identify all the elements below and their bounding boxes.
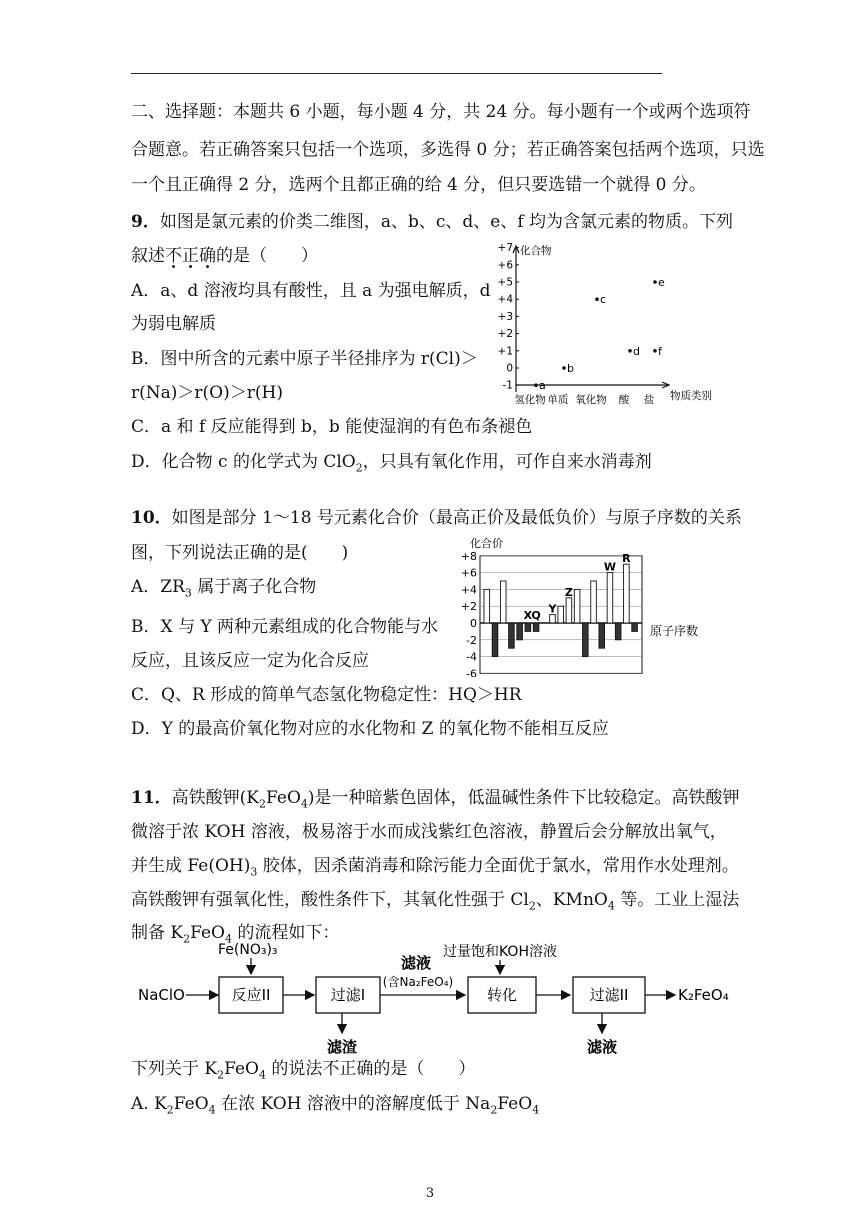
q10-stem-line-1: 10．如图是部分 1～18 号元素化合价（最高正价及最低负价）与原子序数的关系	[131, 508, 742, 528]
flow-output: K₂FeO₄	[678, 986, 729, 1004]
flow-input: NaClO	[138, 986, 185, 1004]
flow-reagent-1: Fe(NO₃)₃	[218, 942, 278, 958]
q9-option-b-line-2: r(Na)＞r(O)＞r(H)	[131, 383, 283, 403]
fig9-x-label: 物质类别	[670, 390, 712, 402]
fig9-y-tick-label: 0	[506, 362, 513, 375]
flow-box-conversion-label: 转化	[486, 986, 518, 1004]
fig10-bar	[566, 598, 572, 623]
fig10-bar	[525, 623, 531, 631]
fig9-x-tick-label: 盐	[643, 394, 655, 406]
fig9-x-tick-label: 酸	[618, 394, 630, 406]
fig10-bar	[533, 623, 539, 631]
flow-residue: 滤渣	[326, 1038, 358, 1056]
fig9-y-tick-label: +2	[497, 328, 513, 341]
fig9-x-tick-label: 氢化物	[514, 394, 546, 406]
q11-number: 11．	[131, 788, 172, 808]
q11-question: 下列关于 $K_2FeO_4$ 的说法不正确的是（ ）	[131, 1059, 476, 1082]
fig9-y-tick-label: +3	[497, 310, 513, 323]
q9-emphasis-1: 不	[165, 246, 182, 266]
flow-filtrate-2: 滤液	[586, 1038, 618, 1056]
q10-option-c: C．Q、R 形成的简单气态氢化物稳定性：HQ＞HR	[131, 685, 522, 705]
q10-valence-bar-chart	[446, 535, 721, 677]
q9-emphasis-2: 正	[182, 246, 199, 266]
fig9-x-tick-label: 氧化物	[575, 394, 607, 406]
fig9-point-c	[595, 297, 599, 301]
fig10-bar	[500, 581, 506, 623]
fig10-bar-label-X: X	[523, 609, 533, 622]
flow-box-reaction-label: 反应II	[231, 986, 271, 1004]
q9-valence-class-chart	[480, 240, 730, 408]
fig10-bar	[591, 581, 597, 623]
q9-option-b-line-1: B．图中所含的元素中原子半径排序为 r(Cl)＞	[131, 349, 478, 369]
q9-option-a-line-2: 为弱电解质	[131, 314, 216, 334]
fig10-y-tick-label: 0	[470, 617, 477, 630]
flow-filtrate-note: (含Na₂FeO₄)	[382, 975, 454, 989]
q11-process-flow-diagram	[130, 938, 730, 1056]
q9-stem-2b: 的是（ ）	[216, 246, 318, 266]
fig10-bar	[517, 623, 523, 640]
fig10-bar-label-Z: Z	[564, 585, 573, 599]
fig10-y-tick-label: -4	[466, 650, 477, 664]
fig10-y-tick-label: -6	[466, 667, 477, 677]
fig10-bar	[484, 589, 490, 623]
q10-option-b-line-2: 反应，且该反应一定为化合反应	[131, 651, 369, 671]
fig10-x-label: 原子序数	[650, 624, 699, 638]
section-instructions-line-2: 合题意。若正确答案只包括一个选项，多选得 0 分；若正确答案包括两个选项，只选	[131, 140, 765, 160]
flow-box-filter-1-label: 过滤I	[330, 986, 366, 1004]
fig9-point-label-e: e	[658, 276, 665, 289]
fig10-bar	[550, 615, 556, 623]
fig10-bar	[632, 623, 638, 631]
q9-option-c: C．a 和 f 反应能得到 b，b 能使湿润的有色布条褪色	[131, 417, 533, 437]
q10-number: 10．	[131, 508, 172, 528]
q10-option-d: D．Y 的最高价氧化物对应的水化物和 Z 的氧化物不能相互反应	[131, 719, 609, 739]
fig10-bar	[583, 623, 589, 657]
q11-line-4: 高铁酸钾有强氧化性，酸性条件下，其氧化性强于 $Cl_2$、KMnO$_4$ 等。工业上湿法	[131, 890, 740, 913]
fig9-point-label-b: b	[567, 362, 574, 375]
fig9-point-e	[653, 280, 657, 284]
fig9-y-tick-label: +1	[497, 345, 513, 358]
fig9-y-tick-label: +6	[497, 259, 513, 272]
q11-option-a: A. $K_2FeO_4$ 在浓 KOH 溶液中的溶解度低于 $Na_2FeO_4$	[131, 1094, 540, 1117]
fig10-bar	[615, 623, 621, 640]
flow-box-filter-2-label: 过滤II	[589, 986, 629, 1004]
section-instructions-line-3: 一个且正确得 2 分，选两个且都正确的给 4 分，但只要选错一个就得 0 分。	[131, 175, 706, 195]
fig10-y-tick-label: +6	[460, 566, 477, 580]
top-rule	[131, 73, 662, 74]
fig9-y-tick-label: -1	[502, 379, 513, 392]
fig9-point-a	[534, 383, 538, 387]
fig10-y-tick-label: +8	[460, 549, 477, 563]
fig9-point-b	[562, 366, 566, 370]
fig10-y-tick-label: -2	[466, 633, 477, 647]
fig10-bar-label-R: R	[622, 552, 631, 566]
fig10-bar	[607, 573, 613, 623]
fig10-bar-label-Q: Q	[531, 609, 541, 622]
fig10-bar	[599, 623, 605, 648]
fig9-point-label-c: c	[600, 293, 607, 307]
fig10-y-tick-label: +2	[460, 600, 477, 614]
flow-filtrate-label: 滤液	[400, 954, 432, 972]
fig9-point-f	[653, 349, 657, 353]
fig9-y-label: 化合物	[520, 245, 552, 257]
fig10-bar-label-Y: Y	[548, 602, 557, 616]
fig10-y-label: 化合价	[470, 537, 503, 550]
q9-stem-line-1	[131, 211, 733, 233]
q9-option-a-line-1: A．a、d 溶液均具有酸性，且 a 为强电解质，d	[131, 281, 491, 301]
q11-line-2: 微溶于浓 KOH 溶液，极易溶于水而成浅紫红色溶液，静置后会分解放出氧气，	[131, 822, 727, 842]
fig10-bar	[492, 623, 498, 657]
fig10-bar	[574, 589, 580, 623]
fig9-x-tick-label: 单质	[547, 394, 569, 406]
fig10-bar	[624, 564, 630, 623]
q9-emphasis-3: 确	[199, 246, 216, 266]
flow-reagent-2: 过量饱和KOH溶液	[443, 944, 557, 960]
fig10-y-tick-label: +4	[460, 583, 477, 597]
section-instructions-line-1: 二、选择题：本题共 6 小题，每小题 4 分，共 24 分。每小题有一个或两个选项符	[131, 102, 751, 122]
fig10-bar	[509, 623, 515, 648]
q9-stem-line-2	[131, 245, 318, 267]
fig9-point-label-a: a	[539, 379, 546, 393]
q10-stem-line-2: 图，下列说法正确的是( )	[131, 543, 349, 563]
fig9-point-label-d: d	[633, 344, 640, 358]
q11-line-1: 11．高铁酸钾$(K_2FeO_4)$是一种暗紫色固体，低温碱性条件下比较稳定。高铁酸钾	[131, 788, 740, 811]
q11-line-3: 并生成 $Fe(OH)_3$ 胶体，因杀菌消毒和除污能力全面优于氯水，常用作水处理剂。	[131, 856, 739, 879]
page-number: 3	[425, 1186, 435, 1201]
fig9-y-tick-label: +4	[497, 293, 513, 306]
q9-stem-text: 如图是氯元素的价类二维图，a、b、c、d、e、f 均为含氯元素的物质。下列	[159, 212, 734, 232]
q9-number: 9．	[131, 212, 160, 232]
q10-option-a: A．$ZR_3$ 属于离子化合物	[131, 577, 317, 600]
fig9-y-tick-label: +5	[497, 276, 513, 289]
q11-line-5: 制备 $K_2FeO_4$ 的流程如下：	[131, 923, 340, 946]
q9-option-d: D．化合物 c 的化学式为 ClO$_2$，只具有氧化作用，可作自来水消毒剂	[131, 452, 652, 475]
q9-stem-2a: 叙述	[131, 246, 165, 266]
fig9-point-label-f: f	[658, 344, 662, 358]
fig9-y-tick-label: +7	[497, 242, 513, 255]
fig9-point-d	[628, 349, 632, 353]
fig10-bar-label-W: W	[603, 560, 617, 574]
fig10-bar	[558, 606, 564, 623]
q10-option-b-line-1: B．X 与 Y 两种元素组成的化合物能与水	[131, 617, 439, 637]
